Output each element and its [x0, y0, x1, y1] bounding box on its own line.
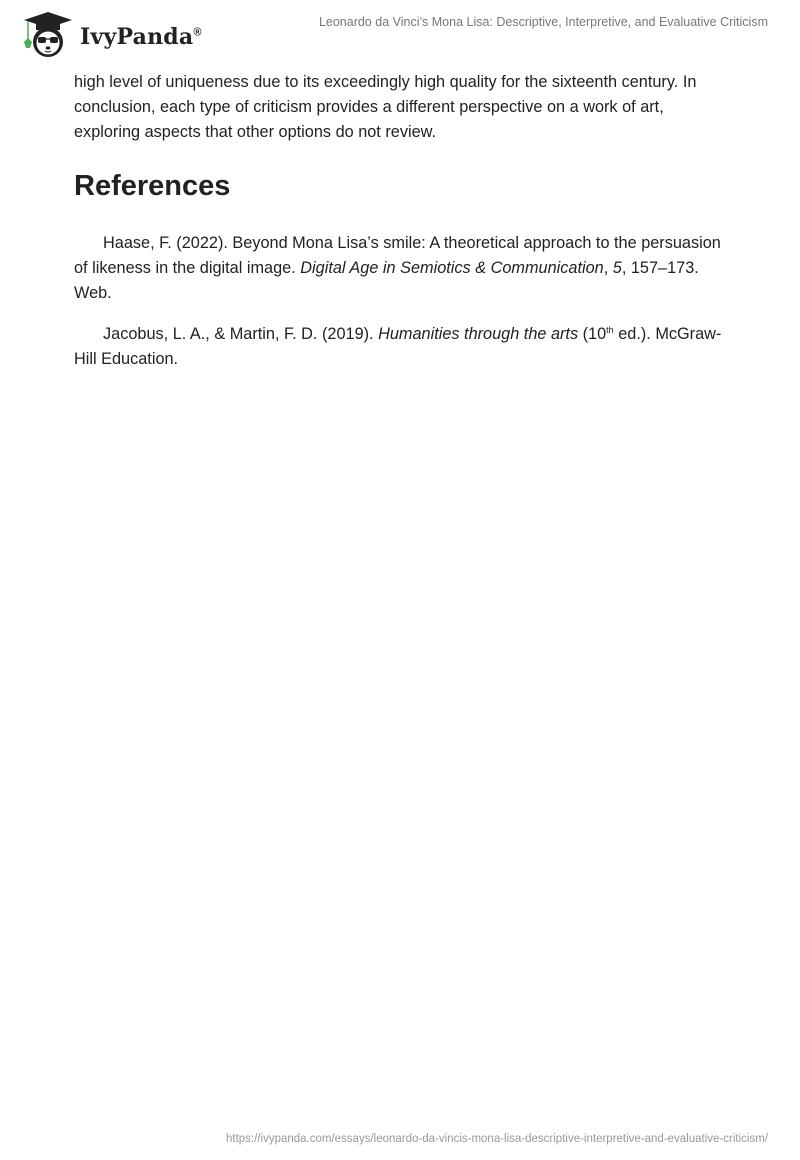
conclusion-paragraph: high level of uniqueness due to its exceedingly high quality for the sixteenth century. In conclusion, each type of criticism provides a different perspective on a work of art, exploring aspects that other options do not review. [74, 73, 697, 141]
reference-entry: Haase, F. (2022). Beyond Mona Lisa’s smile: A theoretical approach to the persuasion of likeness in the digital image. Digital Age in Semiotics & Communication, 5, 157–173. Web. [74, 234, 721, 302]
document-body [74, 70, 734, 372]
reference-entry: Jacobus, L. A., & Martin, F. D. (2019). Humanities through the arts (10th ed.). McGraw-Hill Education. [74, 325, 722, 368]
panda-graduate-icon [18, 8, 76, 60]
references-heading: References [74, 170, 231, 202]
document-title: Leonardo da Vinci’s Mona Lisa: Descriptive, Interpretive, and Evaluative Criticism [318, 15, 768, 29]
ivypanda-logo[interactable] [18, 8, 202, 60]
logo-text: IvyPanda® [80, 24, 202, 50]
source-url-link[interactable]: https://ivypanda.com/essays/leonardo-da-vincis-mona-lisa-descriptive-interpretive-and-evaluative-criticism/ [226, 1133, 768, 1145]
